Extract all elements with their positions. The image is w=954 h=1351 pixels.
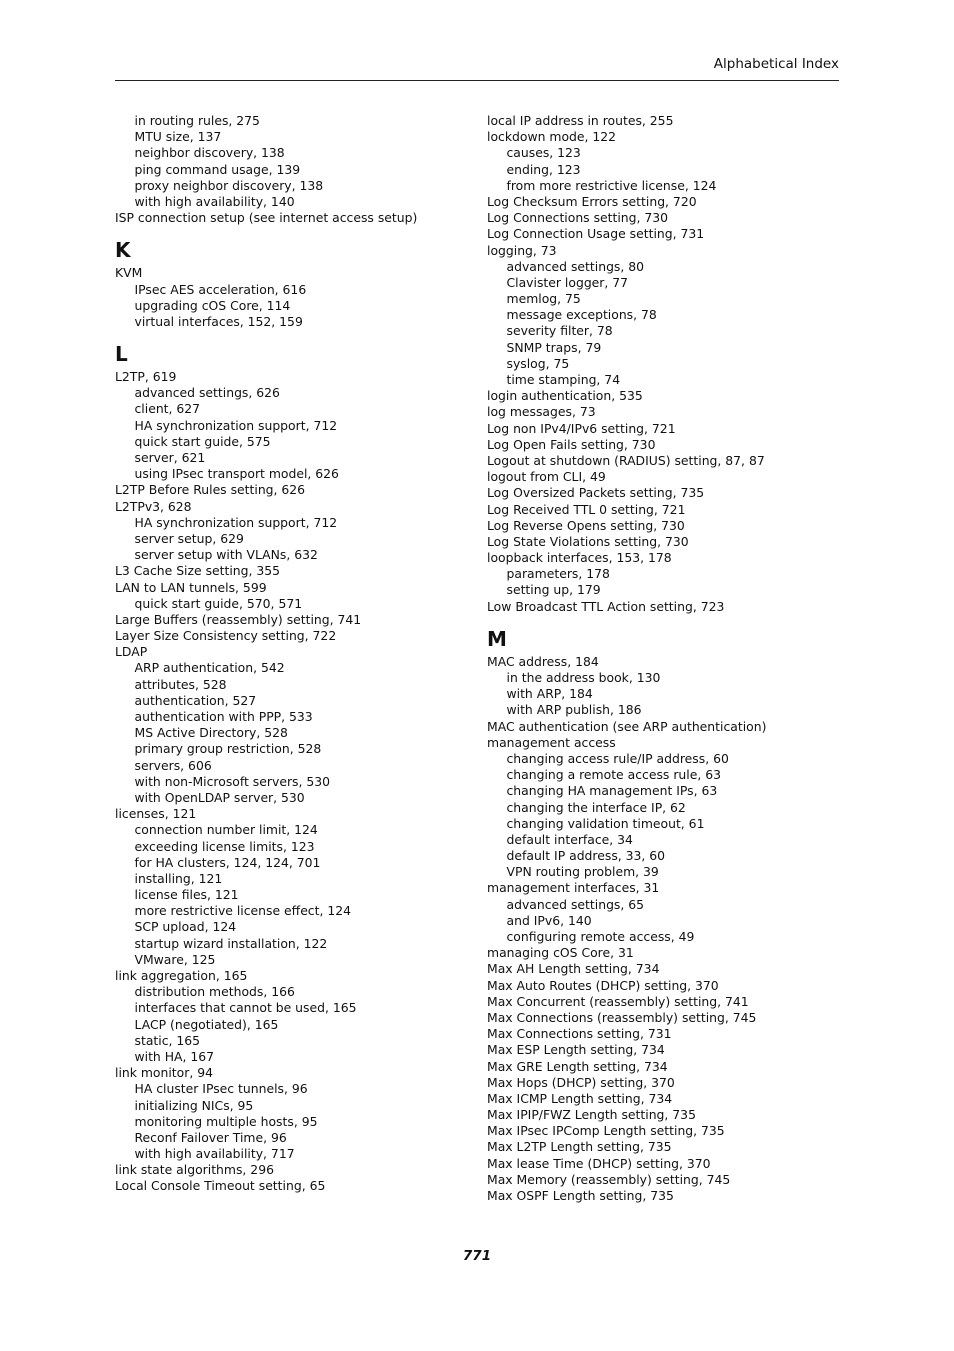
index-subentry: VMware, 125: [134, 951, 216, 967]
index-subentry: parameters, 178: [506, 566, 610, 582]
index-section-letter: L: [115, 342, 128, 367]
index-entry: Max IPsec IPComp Length setting, 735: [487, 1123, 725, 1139]
index-subentry: default interface, 34: [506, 831, 633, 847]
index-subentry: MS Active Directory, 528: [134, 725, 288, 741]
index-entry: managing cOS Core, 31: [487, 945, 634, 961]
index-entry: Max Connections setting, 731: [487, 1026, 672, 1042]
index-subentry: with ARP, 184: [506, 686, 593, 702]
index-subentry: neighbor discovery, 138: [134, 145, 285, 161]
index-entry: LAN to LAN tunnels, 599: [115, 579, 267, 595]
index-entry: Log non IPv4/IPv6 setting, 721: [487, 420, 676, 436]
index-entry: Local Console Timeout setting, 65: [115, 1178, 326, 1194]
index-subentry: upgrading cOS Core, 114: [134, 297, 291, 313]
index-entry: Max L2TP Length setting, 735: [487, 1139, 672, 1155]
index-subentry: setting up, 179: [506, 582, 601, 598]
index-entry: MAC authentication (see ARP authentication): [487, 718, 767, 734]
index-subentry: and IPv6, 140: [506, 912, 592, 928]
index-column-right: [487, 113, 847, 1204]
index-entry: L2TP Before Rules setting, 626: [115, 482, 306, 498]
index-entry: Max ESP Length setting, 734: [487, 1042, 665, 1058]
index-subentry: changing validation timeout, 61: [506, 815, 705, 831]
index-entry: Max IPIP/FWZ Length setting, 735: [487, 1107, 696, 1123]
index-entry: Max ICMP Length setting, 734: [487, 1090, 673, 1106]
index-subentry: startup wizard installation, 122: [134, 935, 328, 951]
index-entry: Log Oversized Packets setting, 735: [487, 485, 705, 501]
index-entry: Max lease Time (DHCP) setting, 370: [487, 1155, 711, 1171]
index-subentry: changing access rule/IP address, 60: [506, 750, 729, 766]
index-subentry: causes, 123: [506, 145, 581, 161]
index-entry: Layer Size Consistency setting, 722: [115, 628, 337, 644]
index-subentry: authentication with PPP, 533: [134, 709, 313, 724]
index-subentry: LACP (negotiated), 165: [134, 1016, 279, 1032]
index-subentry: virtual interfaces, 152, 159: [134, 313, 303, 329]
index-subentry: more restrictive license effect, 124: [134, 903, 352, 919]
index-entry: LDAP: [115, 644, 148, 660]
index-section-letter: M: [487, 626, 507, 651]
index-subentry: severity filter, 78: [506, 323, 613, 339]
index-subentry: quick start guide, 575: [134, 433, 271, 449]
index-subentry: with HA, 167: [134, 1048, 215, 1064]
index-subentry: interfaces that cannot be used, 165: [134, 1000, 357, 1016]
index-entry: Max Connections (reassembly) setting, 745: [487, 1009, 757, 1025]
index-subentry: exceeding license limits, 123: [134, 838, 315, 854]
index-entry: licenses, 121: [115, 806, 197, 822]
index-subentry: SNMP traps, 79: [506, 339, 602, 355]
index-entry: L2TPv3, 628: [115, 498, 192, 514]
index-entry: Logout at shutdown (RADIUS) setting, 87, 87: [487, 452, 765, 468]
index-subentry: server setup with VLANs, 632: [134, 547, 318, 563]
index-subentry: IPsec AES acceleration, 616: [134, 281, 307, 297]
index-subentry: ending, 123: [506, 161, 581, 177]
index-subentry: with high availability, 717: [134, 1146, 295, 1162]
index-subentry: advanced settings, 80: [506, 258, 645, 274]
index-entry: Log Received TTL 0 setting, 721: [487, 501, 686, 517]
index-subentry: HA cluster IPsec tunnels, 96: [134, 1081, 308, 1097]
index-subentry: SCP upload, 124: [134, 919, 237, 935]
index-subentry: HA synchronization support, 712: [134, 417, 338, 433]
index-subentry: VPN routing problem, 39: [506, 864, 659, 880]
index-entry: Max Memory (reassembly) setting, 745: [487, 1171, 731, 1187]
index-subentry: servers, 606: [134, 757, 212, 773]
index-section-letter: K: [115, 238, 131, 263]
index-entry: management interfaces, 31: [487, 880, 660, 896]
index-subentry: monitoring multiple hosts, 95: [134, 1113, 318, 1129]
index-entry: Log State Violations setting, 730: [487, 533, 689, 549]
index-subentry: in the address book, 130: [506, 670, 661, 685]
index-subentry: ARP authentication, 542: [134, 660, 285, 676]
index-subentry: message exceptions, 78: [506, 307, 657, 323]
index-subentry: configuring remote access, 49: [506, 929, 695, 944]
index-subentry: in routing rules, 275: [134, 113, 260, 128]
index-entry: logout from CLI, 49: [487, 469, 606, 485]
index-entry: Max Concurrent (reassembly) setting, 741: [487, 993, 749, 1009]
index-subentry: with ARP publish, 186: [506, 702, 642, 718]
index-subentry: memlog, 75: [506, 291, 581, 307]
index-entry: login authentication, 535: [487, 388, 643, 404]
index-subentry: connection number limit, 124: [134, 822, 318, 838]
index-subentry: installing, 121: [134, 870, 223, 886]
index-subentry: default IP address, 33, 60: [506, 848, 666, 864]
index-entry: L2TP, 619: [115, 369, 177, 385]
index-subentry: primary group restriction, 528: [134, 741, 322, 757]
index-entry: management access: [487, 734, 616, 750]
index-entry: KVM: [115, 265, 143, 281]
index-subentry: license files, 121: [134, 887, 239, 903]
index-subentry: MTU size, 137: [134, 129, 222, 145]
index-subentry: Reconf Failover Time, 96: [134, 1129, 287, 1145]
index-subentry: static, 165: [134, 1032, 201, 1048]
index-entry: Max OSPF Length setting, 735: [487, 1188, 674, 1203]
index-entry: Log Connection Usage setting, 731: [487, 226, 705, 242]
index-subentry: server setup, 629: [134, 530, 244, 546]
index-entry: link aggregation, 165: [115, 968, 248, 983]
index-subentry: HA synchronization support, 712: [134, 514, 338, 530]
index-entry: link state algorithms, 296: [115, 1162, 274, 1178]
header-divider: [115, 80, 839, 81]
index-subentry: changing HA management IPs, 63: [506, 783, 718, 799]
index-subentry: syslog, 75: [506, 355, 570, 371]
index-entry: Low Broadcast TTL Action setting, 723: [487, 598, 725, 614]
index-entry: MAC address, 184: [487, 653, 599, 669]
index-entry: link monitor, 94: [115, 1065, 213, 1081]
index-entry: ISP connection setup (see internet access setup): [115, 210, 418, 226]
index-entry: Max Hops (DHCP) setting, 370: [487, 1074, 675, 1090]
index-subentry: time stamping, 74: [506, 372, 621, 387]
index-entry: logging, 73: [487, 242, 557, 258]
index-entry: Max GRE Length setting, 734: [487, 1058, 668, 1074]
index-entry: Max Auto Routes (DHCP) setting, 370: [487, 977, 719, 993]
index-column-left: [115, 113, 475, 1195]
index-entry: loopback interfaces, 153, 178: [487, 550, 672, 566]
index-subentry: authentication, 527: [134, 692, 257, 708]
index-entry: Log Open Fails setting, 730: [487, 436, 656, 452]
index-subentry: from more restrictive license, 124: [506, 177, 717, 193]
index-subentry: advanced settings, 65: [506, 896, 645, 912]
index-subentry: changing a remote access rule, 63: [506, 767, 721, 783]
index-entry: lockdown mode, 122: [487, 129, 617, 145]
index-subentry: attributes, 528: [134, 676, 227, 692]
index-entry: Max AH Length setting, 734: [487, 961, 660, 977]
index-entry: Log Checksum Errors setting, 720: [487, 193, 697, 209]
index-subentry: with high availability, 140: [134, 193, 295, 209]
page-number: 771: [462, 1248, 492, 1264]
index-subentry: changing the interface IP, 62: [506, 799, 686, 815]
index-entry: L3 Cache Size setting, 355: [115, 563, 281, 579]
index-entry: Log Connections setting, 730: [487, 210, 669, 226]
index-subentry: with non-Microsoft servers, 530: [134, 773, 331, 789]
index-subentry: with OpenLDAP server, 530: [134, 789, 305, 805]
index-subentry: server, 621: [134, 450, 206, 465]
running-header-title: Alphabetical Index: [713, 56, 839, 72]
index-subentry: client, 627: [134, 401, 201, 417]
index-entry: Log Reverse Opens setting, 730: [487, 517, 685, 533]
index-subentry: using IPsec transport model, 626: [134, 466, 339, 482]
index-entry: local IP address in routes, 255: [487, 113, 674, 128]
index-entry: log messages, 73: [487, 404, 596, 420]
index-subentry: proxy neighbor discovery, 138: [134, 177, 324, 193]
index-subentry: advanced settings, 626: [134, 385, 280, 401]
index-subentry: initializing NICs, 95: [134, 1097, 254, 1113]
index-subentry: Clavister logger, 77: [506, 274, 629, 290]
index-subentry: for HA clusters, 124, 124, 701: [134, 854, 321, 870]
index-subentry: ping command usage, 139: [134, 161, 301, 177]
index-subentry: quick start guide, 570, 571: [134, 595, 303, 611]
index-entry: Large Buffers (reassembly) setting, 741: [115, 611, 362, 627]
index-subentry: distribution methods, 166: [134, 984, 295, 1000]
